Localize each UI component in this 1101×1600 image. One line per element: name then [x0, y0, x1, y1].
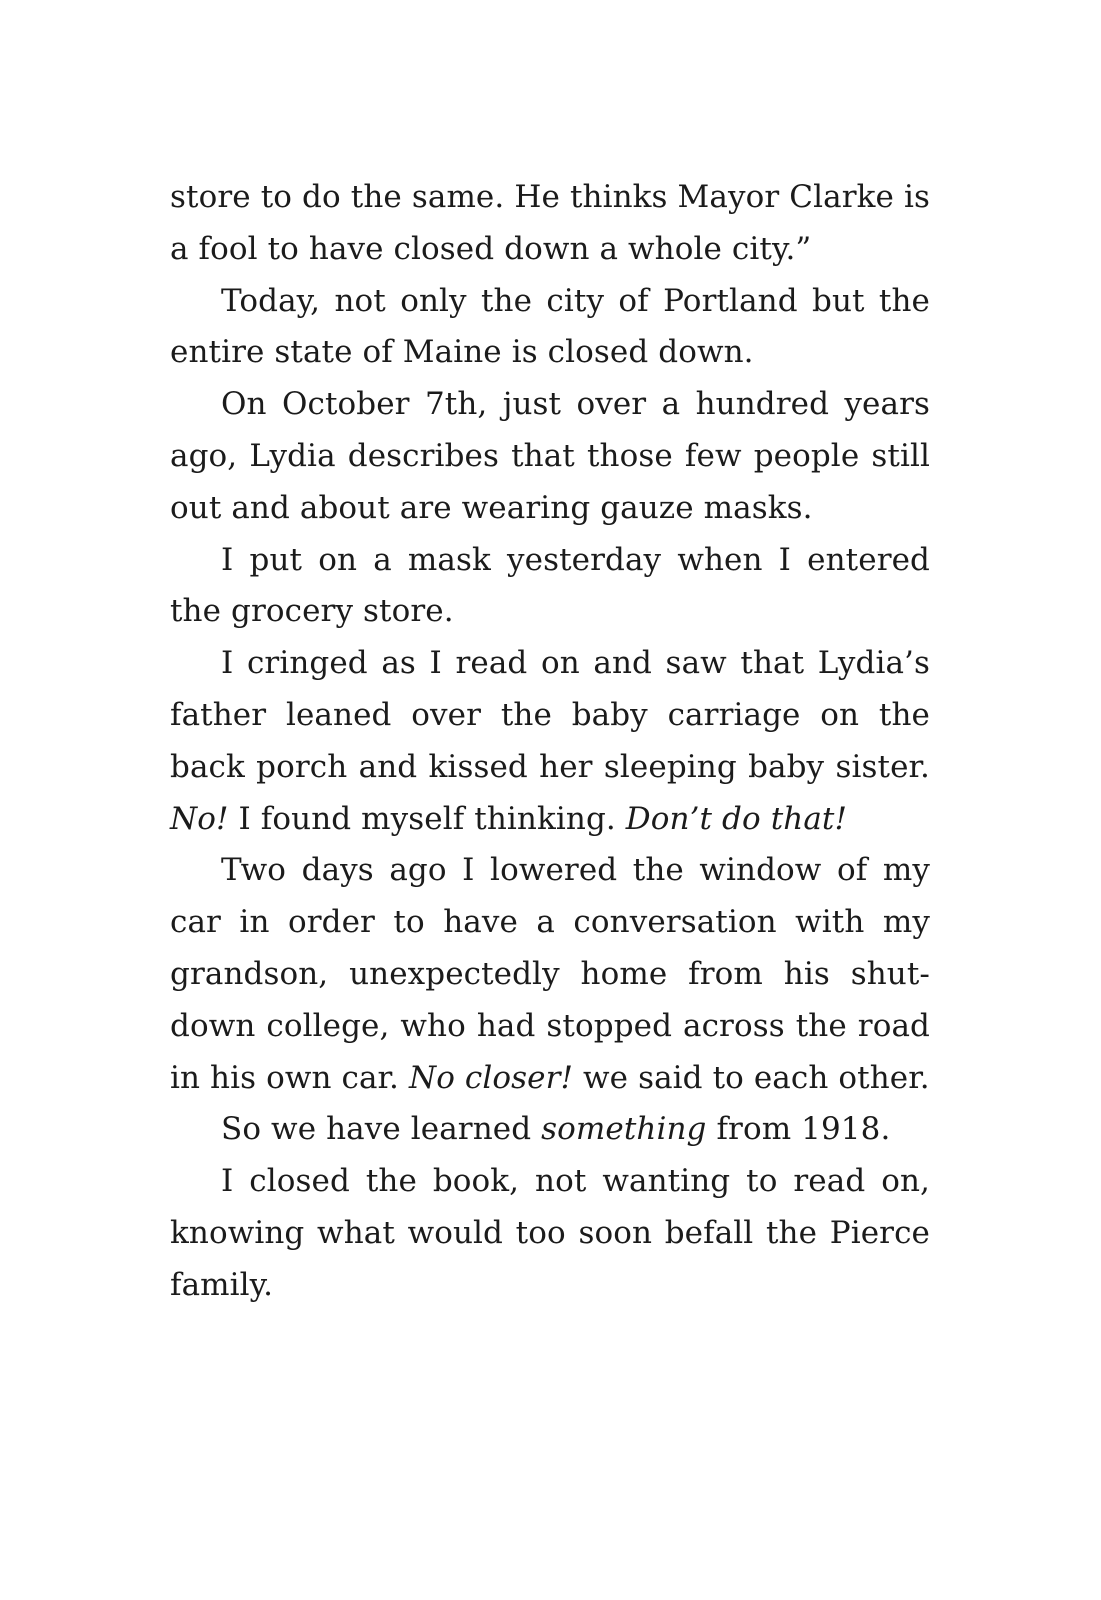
paragraph-6 — [170, 845, 930, 1104]
text-segment: Today, not only the city of Portland but the entire state of Maine is closed down. — [170, 282, 930, 371]
italic-segment: something — [541, 1111, 707, 1148]
text-segment: we said to each other. — [573, 1059, 930, 1096]
text-segment: So we have learned — [221, 1111, 542, 1148]
body-text — [170, 172, 930, 1312]
paragraph-8 — [170, 1156, 930, 1311]
paragraph-7 — [170, 1104, 930, 1156]
text-segment: store to do the same. He thinks Mayor Clarke is a fool to have closed down a whole city.” — [170, 179, 930, 267]
text-segment: from 1918. — [706, 1111, 891, 1148]
text-segment: I cringed as I read on and saw that Lydia’s father leaned over the baby carriage on the back porch and kissed her sleeping baby sister. — [170, 645, 930, 785]
text-segment: I put on a mask yesterday when I entered the grocery store. — [170, 541, 930, 630]
italic-segment: No closer! — [408, 1059, 574, 1096]
text-segment: I found myself thinking. — [228, 800, 626, 837]
text-segment: Two days ago I lowered the window of my car in order to have a conversation with my grandson, unexpectedly home from his shut-down college, who had stopped across the road in his own car. — [170, 852, 930, 1096]
italic-segment: Don’t do that! — [625, 800, 848, 837]
paragraph-5 — [170, 638, 930, 845]
paragraph-4 — [170, 535, 930, 639]
paragraph-2 — [170, 276, 930, 380]
paragraph-1 — [170, 172, 930, 276]
text-segment: I closed the book, not wanting to read on, knowing what would too soon befall the Pierce family. — [170, 1163, 930, 1303]
text-segment: On October 7th, just over a hundred years ago, Lydia describes that those few people still out and about are wearing gauze masks. — [170, 386, 930, 526]
paragraph-3 — [170, 379, 930, 534]
italic-segment: No! — [170, 800, 229, 837]
